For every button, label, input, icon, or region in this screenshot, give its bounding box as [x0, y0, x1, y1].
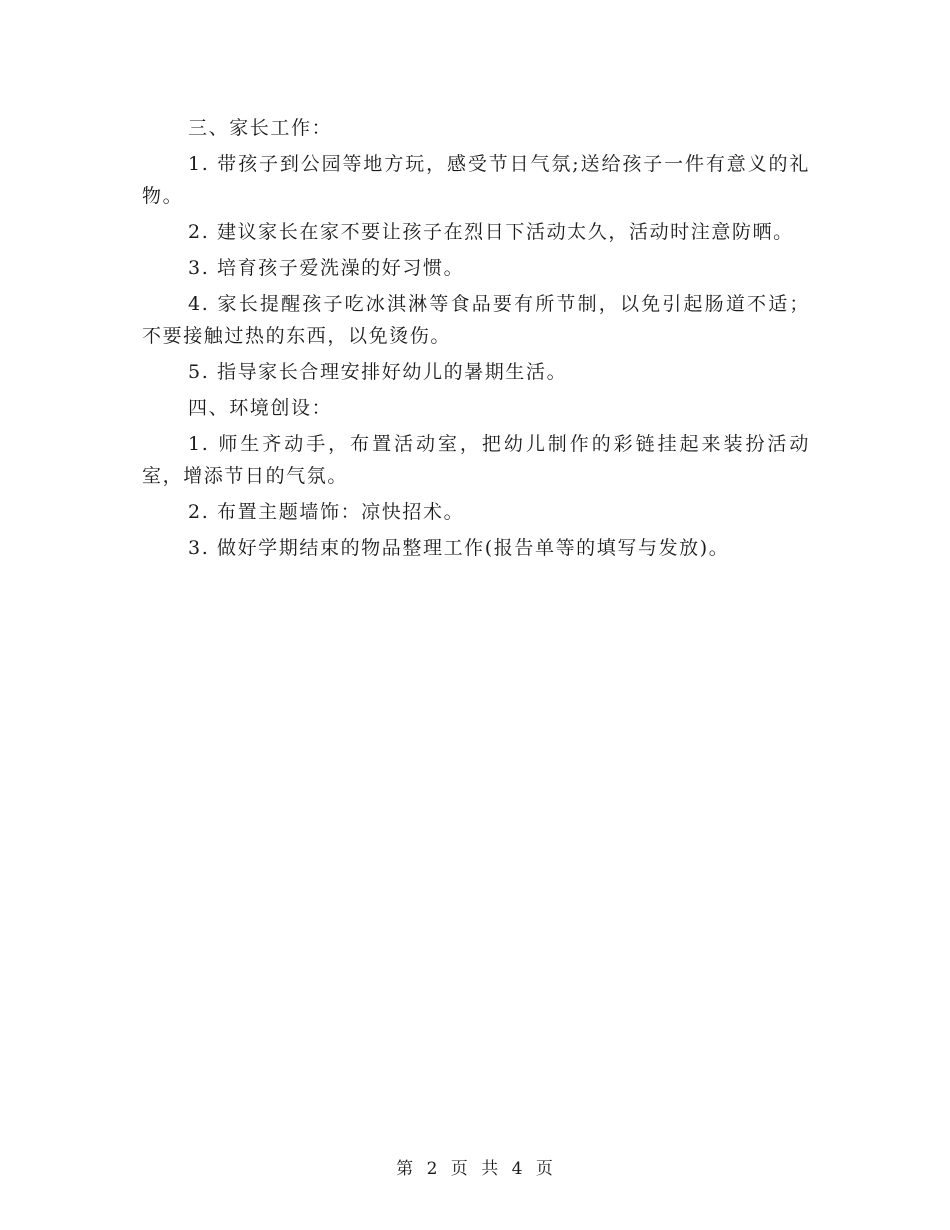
paragraph-item: 3. 培育孩子爱洗澡的好习惯。	[188, 257, 465, 279]
document-body	[142, 112, 810, 568]
paragraph-item: 1. 带孩子到公园等地方玩，感受节日气氛;送给孩子一件有意义的礼物。	[142, 153, 810, 207]
page-number-footer: 第 2 页 共 4 页	[396, 1159, 554, 1179]
paragraph-item: 1. 师生齐动手，布置活动室，把幼儿制作的彩链挂起来装扮活动室，增添节日的气氛。	[142, 433, 810, 487]
section-heading-parent-work: 三、家长工作：	[188, 117, 333, 139]
paragraph-item: 4. 家长提醒孩子吃冰淇淋等食品要有所节制，以免引起肠道不适；不要接触过热的东西，以免烫伤。	[142, 293, 810, 347]
paragraph-item: 2. 布置主题墙饰：凉快招术。	[188, 501, 465, 523]
section-heading-environment: 四、环境创设：	[188, 397, 333, 419]
paragraph-item: 5. 指导家长合理安排好幼儿的暑期生活。	[188, 361, 568, 383]
paragraph-item: 2. 建议家长在家不要让孩子在烈日下活动太久，活动时注意防晒。	[188, 221, 794, 243]
paragraph-item: 3. 做好学期结束的物品整理工作(报告单等的填写与发放)。	[188, 537, 730, 559]
